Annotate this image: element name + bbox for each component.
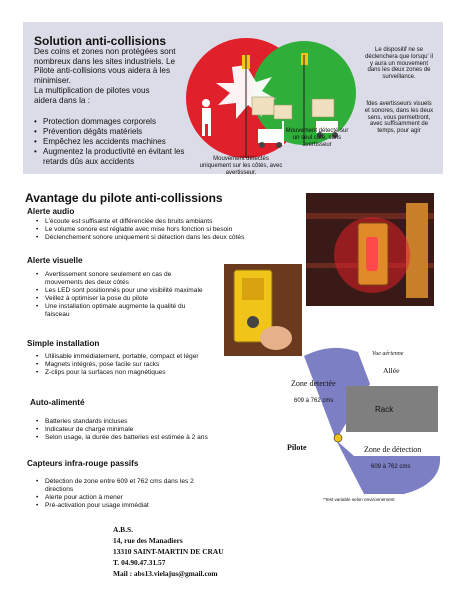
box-icon [312, 99, 334, 117]
aerial-diagram [284, 344, 449, 520]
audio-title: Alerte audio [27, 207, 75, 216]
diagram-note: *Test variable selon environnement [323, 497, 395, 502]
street: 14, rue des Manadiers [113, 536, 183, 545]
list-item: • Z-clips pour la surfaces non magnétiques [36, 369, 236, 377]
list-item: • Utilisable immédiatement, portable, compact et léger [36, 353, 236, 361]
person-icon [202, 99, 210, 107]
list-item: • Les LED sont positionnés pour une visibilité maximale [36, 287, 206, 295]
solution-subtext: La multiplication de pilotes vous aidera dans la : [34, 86, 150, 105]
list-item: • Pré-activation pour usage immédiat [36, 502, 206, 510]
city: 13310 SAINT-MARTIN DE CRAU [113, 547, 224, 556]
sensors-title: Capteurs infra-rouge passifs [27, 459, 139, 468]
audio-list [36, 218, 306, 243]
list-item: • Empêchez les accidents machines [34, 137, 194, 147]
diagram-view-label: Vue aérienne [372, 351, 404, 357]
range-1-label: 609 à 762 cms [294, 398, 334, 404]
sensors-list [36, 478, 206, 510]
rack-label: Rack [375, 405, 394, 414]
list-item: • Une installation optimale augmente la qualité du faisceau [36, 303, 206, 318]
list-item: • Indicateur de charge minimale [36, 426, 236, 434]
list-item: • Prévention dégâts matériels [34, 127, 194, 137]
box-icon [274, 105, 292, 119]
list-item: • Alerte pour action à mener [36, 494, 206, 502]
caption-green: Mouvement détecté sur un seul côté, sans avertisseur [285, 128, 349, 148]
solution-bullets [34, 117, 194, 167]
visual-list [36, 271, 206, 319]
sensor-photo [306, 193, 434, 306]
detection-illustration [184, 25, 359, 173]
range-2-label: 609 à 762 cms [371, 464, 411, 470]
diagram-aisle-label: Allée [383, 366, 400, 375]
zone-detection-label: Zone de détection [364, 445, 422, 454]
list-item: • Augmentez la productivité en évitant les retards dûs aux accidents [34, 147, 194, 167]
list-item: • Avertissement sonore seulement en cas de mouvements des deux côtés [36, 271, 206, 286]
list-item: • Veillez à optimiser la pose du pilote [36, 295, 206, 303]
list-item: • Déclenchement sonore uniquement si détection dans les deux côtés [36, 234, 306, 242]
power-title: Auto-alimenté [30, 398, 85, 407]
solution-title: Solution anti-collisions [34, 34, 166, 48]
list-item: • Batteries standards incluses [36, 418, 236, 426]
phone: T. 04.90.47.31.57 [113, 558, 166, 567]
zone-detected-label: Zone detectée [291, 379, 336, 388]
list-item: • Magnets intégrés, pose facile sur racks [36, 361, 236, 369]
forklift-icon [258, 129, 282, 143]
address-block [113, 524, 224, 579]
solution-text: Des coins et zones non protégées sont nombreux dans les sites industriels. Le Pilote anti-collisions vous aidera à les minimiser. [34, 47, 176, 85]
company-name: A.B.S. [113, 525, 133, 534]
list-item: • Détection de zone entre 609 et 762 cms dans les 2 directions [36, 478, 206, 493]
mail: Mail : abs13.vielajus@gmail.com [113, 569, 218, 578]
advantage-title: Avantage du pilote anti-collissions [25, 191, 223, 205]
hand-photo [224, 264, 302, 356]
list-item: • Selon usage, la durée des batteries est estimée à 2 ans [36, 434, 236, 442]
right-text-2: fdes avertisseurs visuels et sonores, dans les deux sens, vous permettront, avec suffisamment de temps, pour agir [364, 101, 434, 135]
list-item: • L'écoute est suffisante et différenciée des bruits ambiants [36, 218, 306, 226]
pilot-marker [334, 434, 342, 442]
list-item: • Protection dommages corporels [34, 117, 194, 127]
pilot-label: Pilote [287, 443, 307, 452]
caption-red: Mouvement détectés uniquement sur les côtés, avec avertisseur. [199, 156, 283, 176]
install-title: Simple installation [27, 339, 100, 348]
install-list [36, 353, 236, 378]
visual-title: Alerte visuelle [27, 256, 83, 265]
right-text-1: Le dispositif ne se déclenchera que lorsqu' il y aura un mouvement dans les deux zones de surveillance. [365, 47, 433, 81]
list-item: • Le volume sonore est réglable avec mise hors fonction si besoin [36, 226, 306, 234]
power-list [36, 418, 236, 443]
box-icon [252, 97, 274, 115]
